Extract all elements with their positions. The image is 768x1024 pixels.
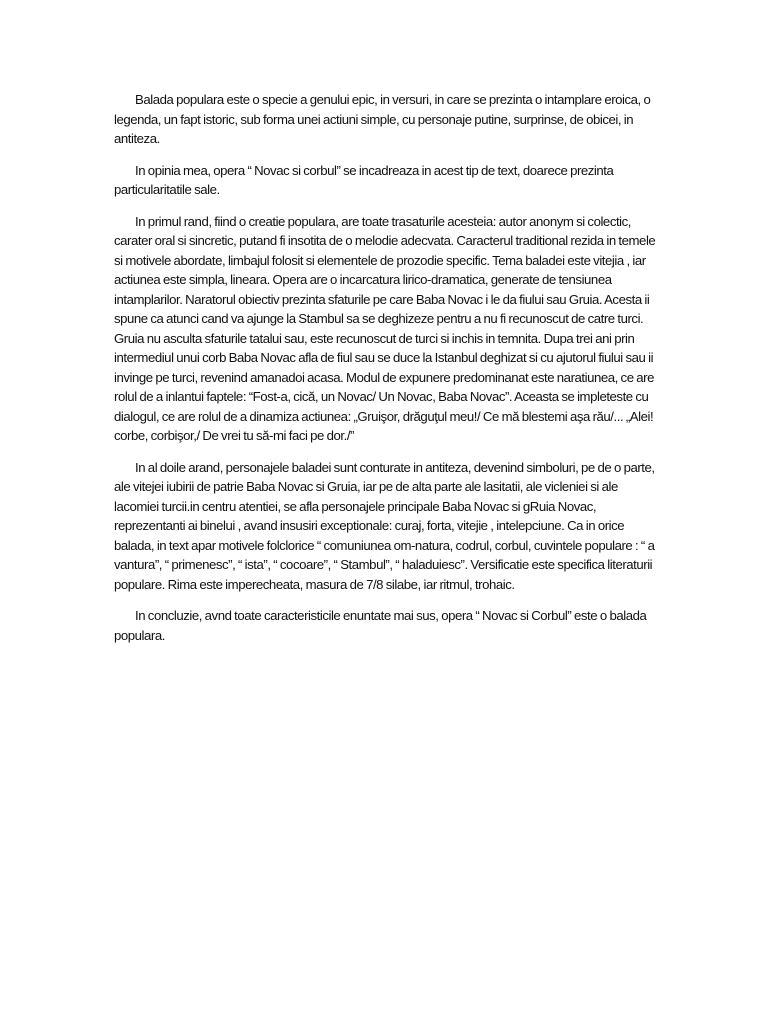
paragraph-4: In al doile arand, personajele baladei sunt conturate in antiteza, devenind simboluri, pe de o parte, ale vitejei iubirii de patrie Baba Novac si Gruia, iar pe de alta parte ale lasitatii, ale vicleniei si ale lacomiei turcii.in centru atentiei, se afla personajele principale Baba Novac si gRuia Novac, reprezentanti ai binelui , avand insusiri exceptionale: curaj, forta, vitejie , intelepciune. Ca in orice balada, in text apar motivele folclorice “ comuniunea om-natura, codrul, corbul, cuvintele populare : “ a vantura”, “ primenesc”, “ ista”, “ cocoare”, “ Stambul”, “ haladuiesc”. Versificatie este specifica literaturii populare. Rima este imperecheata, masura de 7/8 silabe, iar ritmul, trohaic. xyxy=(114,459,655,592)
document-body xyxy=(114,90,662,657)
paragraph-1: Balada populara este o specie a genului epic, in versuri, in care se prezinta o intamplare eroica, o legenda, un fapt istoric, sub forma unei actiuni simple, cu personaje putine, surprinse, de obicei, in antiteza. xyxy=(114,92,651,146)
paragraph-2: In opinia mea, opera “ Novac si corbul” se incadreaza in acest tip de text, doarece prezinta particularitatile sale. xyxy=(114,162,614,197)
paragraph-5: In concluzie, avnd toate caracteristicile enuntate mai sus, opera “ Novac si Corbul” este o balada populara. xyxy=(114,608,647,643)
paragraph-3: In primul rand, fiind o creatie populara, are toate trasaturile acesteia: autor anonym si colectic, carater oral si sincretic, putand fi insotita de o melodie adecvata. Caracterul traditional rezida in temele si motivele abordate, limbajul folosit si elementele de prozodie specific. Tema baladei este vitejia , iar actiunea este simpla, lineara. Opera are o incarcatura lirico-dramatica, generate de tensiunea intamplarilor. Naratorul obiectiv prezinta sfaturile pe care Baba Novac i le da fiului sau Gruia. Acesta ii spune ca atunci cand va ajunge la Stambul sa se deghizeze pentru a nu fi recunoscut de catre turci. Gruia nu asculta sfaturile tatalui sau, este recunoscut de turci si inchis in temnita. Dupa trei ani prin intermediul unui corb Baba Novac afla de fiul sau se duce la Istanbul deghizat si cu ajutorul fiului sau ii invinge pe turci, revenind amanadoi acasa. Modul de expunere predominanat este naratiunea, ce are rolul de a inlantui faptele: “Fost-a, cică, un Novac/ Un Novac, Baba Novac”. Aceasta se impleteste cu dialogul, ce are rolul de a dinamiza actiunea: „Gruişor, drăguţul meu!/ Ce mă blestemi aşa rău/... „Alei! corbe, corbişor,/ De vrei tu să-mi faci pe dor./” xyxy=(114,213,656,443)
